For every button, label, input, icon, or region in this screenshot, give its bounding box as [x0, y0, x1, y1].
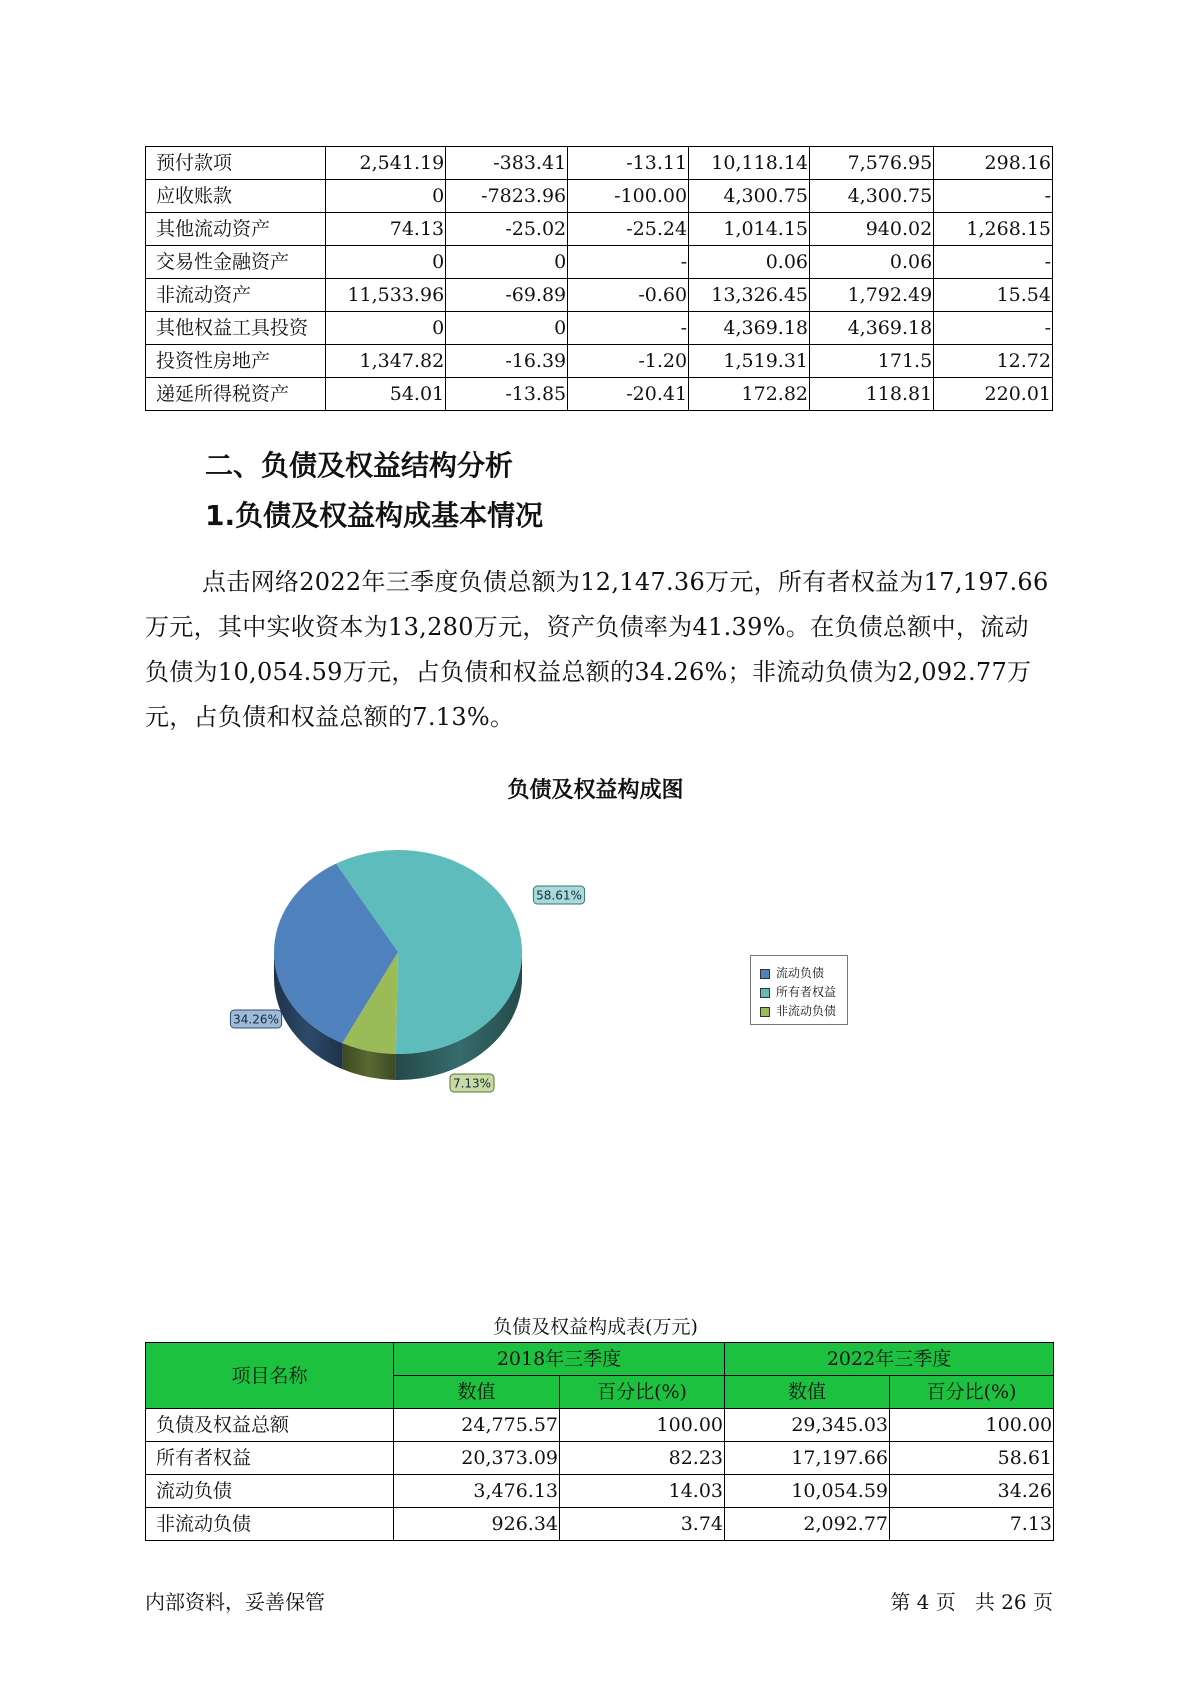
cell-value: 0: [446, 246, 568, 279]
legend-item: [760, 964, 847, 983]
row-label: 递延所得税资产: [146, 378, 326, 411]
pie-label-text: 58.61%: [536, 888, 582, 903]
pie-chart: [0, 840, 1191, 1120]
cell-value: 4,300.75: [689, 180, 810, 213]
cell-value: -25.02: [446, 213, 568, 246]
cell-value: 10,118.14: [689, 147, 810, 180]
legend-item: [760, 983, 847, 1002]
cell-value: 1,792.49: [810, 279, 934, 312]
pie-data-label: [533, 886, 584, 904]
cell-value: 11,533.96: [326, 279, 446, 312]
pie-label-text: 7.13%: [452, 1076, 492, 1091]
footer-confidential-note: 内部资料，妥善保管: [145, 1590, 325, 1614]
table-row: [146, 378, 1053, 411]
table-row: [146, 246, 1053, 279]
cell-value: -: [934, 180, 1053, 213]
cell-value: 58.61: [890, 1442, 1054, 1475]
footer-page-number: 第 4 页 共 26 页: [890, 1590, 1053, 1614]
cell-value: 0.06: [689, 246, 810, 279]
cell-value: 20,373.09: [394, 1442, 560, 1475]
table-row: [146, 147, 1053, 180]
header-value: 数值: [394, 1376, 560, 1409]
cell-value: 74.13: [326, 213, 446, 246]
cell-value: 1,519.31: [689, 345, 810, 378]
header-percent: 百分比(%): [890, 1376, 1054, 1409]
cell-value: 100.00: [560, 1409, 725, 1442]
cell-value: 3.74: [560, 1508, 725, 1541]
row-label: 应收账款: [146, 180, 326, 213]
legend-label: 所有者权益: [776, 985, 837, 999]
row-label: 非流动资产: [146, 279, 326, 312]
cell-value: 17,197.66: [725, 1442, 890, 1475]
cell-value: 4,300.75: [810, 180, 934, 213]
cell-value: 4,369.18: [810, 312, 934, 345]
header-item-name: 项目名称: [146, 1343, 394, 1409]
cell-value: 34.26: [890, 1475, 1054, 1508]
cell-value: 0.06: [810, 246, 934, 279]
table-row: [146, 279, 1053, 312]
row-label: 交易性金融资产: [146, 246, 326, 279]
pie-data-label: [230, 1010, 281, 1028]
cell-value: 118.81: [810, 378, 934, 411]
legend-item: [760, 1002, 847, 1021]
cell-value: 24,775.57: [394, 1409, 560, 1442]
section-subheading: 1.负债及权益构成基本情况: [205, 499, 544, 532]
cell-value: 15.54: [934, 279, 1053, 312]
row-label: 投资性房地产: [146, 345, 326, 378]
cell-value: -: [568, 246, 689, 279]
legend-label: 非流动负债: [776, 1004, 837, 1018]
legend-label: 流动负债: [776, 966, 825, 980]
cell-value: 171.5: [810, 345, 934, 378]
table-row: [146, 345, 1053, 378]
cell-value: 220.01: [934, 378, 1053, 411]
cell-value: -0.60: [568, 279, 689, 312]
cell-value: 940.02: [810, 213, 934, 246]
cell-value: 2,541.19: [326, 147, 446, 180]
cell-value: 926.34: [394, 1508, 560, 1541]
cell-value: 10,054.59: [725, 1475, 890, 1508]
table-row: [146, 1475, 1054, 1508]
cell-value: 0: [326, 246, 446, 279]
cell-value: -383.41: [446, 147, 568, 180]
cell-value: 12.72: [934, 345, 1053, 378]
cell-value: -16.39: [446, 345, 568, 378]
cell-value: -69.89: [446, 279, 568, 312]
legend-swatch: [760, 988, 770, 998]
cell-value: -13.11: [568, 147, 689, 180]
legend-swatch: [760, 1007, 770, 1017]
analysis-paragraph: 点击网络2022年三季度负债总额为12,147.36万元，所有者权益为17,197.66万元，其中实收资本为13,280万元，资产负债率为41.39%。在负债总额中，流动负债为10,054.59万元，占负债和权益总额的34.26%；非流动负债为2,092.77万元，占负债和权益总额的7.13%。: [145, 568, 1049, 731]
cell-value: 2,092.77: [725, 1508, 890, 1541]
chart-legend: [750, 955, 848, 1025]
row-label: 其他流动资产: [146, 213, 326, 246]
cell-value: 7.13: [890, 1508, 1054, 1541]
cell-value: 29,345.03: [725, 1409, 890, 1442]
cell-value: -20.41: [568, 378, 689, 411]
cell-value: 0: [446, 312, 568, 345]
cell-value: 0: [326, 180, 446, 213]
cell-value: 4,369.18: [689, 312, 810, 345]
cell-value: 1,014.15: [689, 213, 810, 246]
row-label: 负债及权益总额: [146, 1409, 394, 1442]
cell-value: 298.16: [934, 147, 1053, 180]
cell-value: 1,347.82: [326, 345, 446, 378]
cell-value: -25.24: [568, 213, 689, 246]
asset-detail-table: [145, 146, 1053, 411]
table-row: [146, 1409, 1054, 1442]
table-row: [146, 1442, 1054, 1475]
header-period-2018: 2018年三季度: [394, 1343, 725, 1376]
table-header-row: [146, 1343, 1054, 1376]
cell-value: 14.03: [560, 1475, 725, 1508]
cell-value: 7,576.95: [810, 147, 934, 180]
row-label: 非流动负债: [146, 1508, 394, 1541]
header-value: 数值: [725, 1376, 890, 1409]
cell-value: -13.85: [446, 378, 568, 411]
cell-value: 0: [326, 312, 446, 345]
cell-value: -7823.96: [446, 180, 568, 213]
liability-equity-table: [145, 1342, 1054, 1541]
chart-title: 负债及权益构成图: [507, 778, 684, 803]
cell-value: 1,268.15: [934, 213, 1053, 246]
pie-label-text: 34.26%: [233, 1012, 279, 1027]
table-row: [146, 180, 1053, 213]
cell-value: 172.82: [689, 378, 810, 411]
legend-swatch: [760, 969, 770, 979]
row-label: 其他权益工具投资: [146, 312, 326, 345]
pie-data-label: [450, 1074, 494, 1092]
table-row: [146, 312, 1053, 345]
cell-value: 82.23: [560, 1442, 725, 1475]
row-label: 流动负债: [146, 1475, 394, 1508]
cell-value: 54.01: [326, 378, 446, 411]
cell-value: -: [934, 312, 1053, 345]
table-row: [146, 213, 1053, 246]
cell-value: -1.20: [568, 345, 689, 378]
row-label: 预付款项: [146, 147, 326, 180]
cell-value: -100.00: [568, 180, 689, 213]
cell-value: 100.00: [890, 1409, 1054, 1442]
section-heading: 二、负债及权益结构分析: [205, 449, 514, 482]
cell-value: 13,326.45: [689, 279, 810, 312]
header-percent: 百分比(%): [560, 1376, 725, 1409]
cell-value: 3,476.13: [394, 1475, 560, 1508]
table-caption: 负债及权益构成表(万元): [493, 1316, 698, 1338]
table-row: [146, 1508, 1054, 1541]
header-period-2022: 2022年三季度: [725, 1343, 1054, 1376]
row-label: 所有者权益: [146, 1442, 394, 1475]
cell-value: -: [934, 246, 1053, 279]
cell-value: -: [568, 312, 689, 345]
